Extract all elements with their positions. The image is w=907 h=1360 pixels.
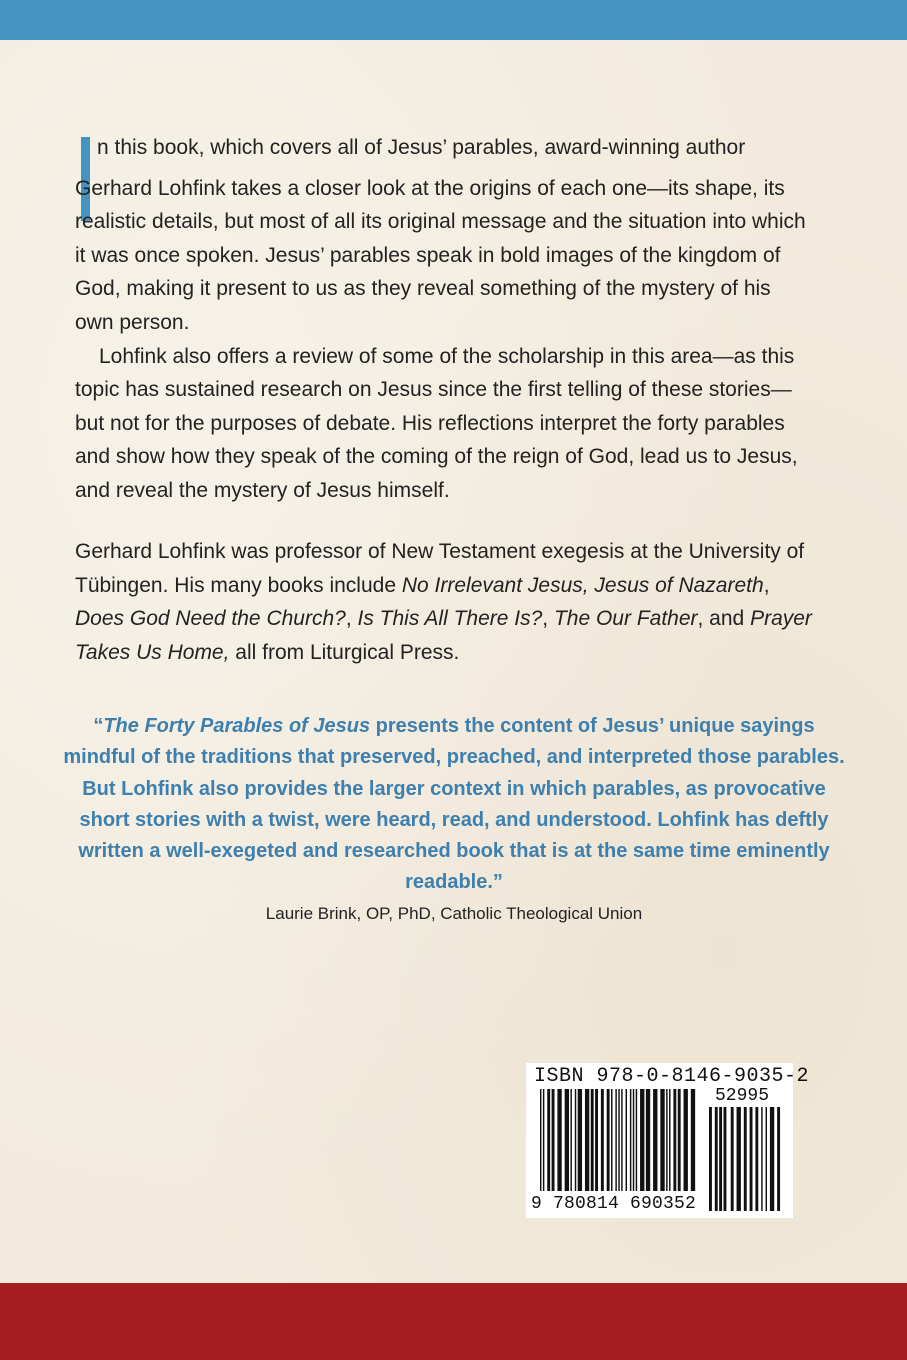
book-title: The Our Father [553, 607, 698, 631]
endorsement-attribution: Laurie Brink, OP, PhD, Catholic Theological Union [265, 904, 643, 923]
isbn-label: ISBN 978-0-8146-9035-2 [534, 1065, 810, 1088]
blurb-paragraph-2: Lohfink also offers a review of some of the scholarship in this area—as this topic has sustained research on Jesus since the first telling of these stories—but not for the purposes of debate. His reflections interpret the forty parables and show how they speak of the coming of the reign of God, lead us to Jesus, and reveal the mystery of Jesus himself. [75, 344, 798, 502]
book-blurb [75, 131, 815, 508]
top-color-band [0, 0, 907, 40]
book-title: Is This All There Is? [357, 607, 543, 631]
quoted-book-title: The Forty Parables of Jesus [103, 715, 371, 737]
price-code: 52995 [715, 1086, 770, 1106]
author-bio: Gerhard Lohfink was professor of New Testament exegesis at the University of Tübingen. His many books include No Irrelevant Jesus, Jesus of Nazareth, Does God Need the Church?, Is This All There Is?, The Our Father, and Prayer Takes Us Home, all from Liturgical Press. [75, 540, 812, 664]
endorsement-quote: “The Forty Parables of Jesus presents the content of Jesus’ unique sayings mindful of the traditions that preserved, preached, and interpreted those parables. But Lohfink also provides the larger context in which parables, as provocative short stories with a twist, were heard, read, and understood. Lohfink has deftly written a well-exegeted and researched book that is at the same time eminently readable.” [63, 715, 845, 894]
book-title: Does God Need the Church? [75, 607, 346, 631]
book-title: Prayer Takes Us Home, [75, 607, 812, 664]
book-title: No Irrelevant Jesus, Jesus of Nazareth [401, 573, 764, 597]
bottom-color-band [0, 1283, 907, 1360]
isbn-barcode [526, 1063, 810, 1218]
blurb-paragraph-1: n this book, which covers all of Jesus’ parables, award-winning author Gerhard Lohfink takes a closer look at the origins of each one—its shape, its realistic details, but most of all its original message and the situation into which it was once spoken. Jesus’ parables speak in bold images of the kingdom of God, making it present to us as they reveal something of the mystery of his own person. [75, 136, 806, 334]
ean-digits: 9 780814 690352 [531, 1194, 697, 1214]
